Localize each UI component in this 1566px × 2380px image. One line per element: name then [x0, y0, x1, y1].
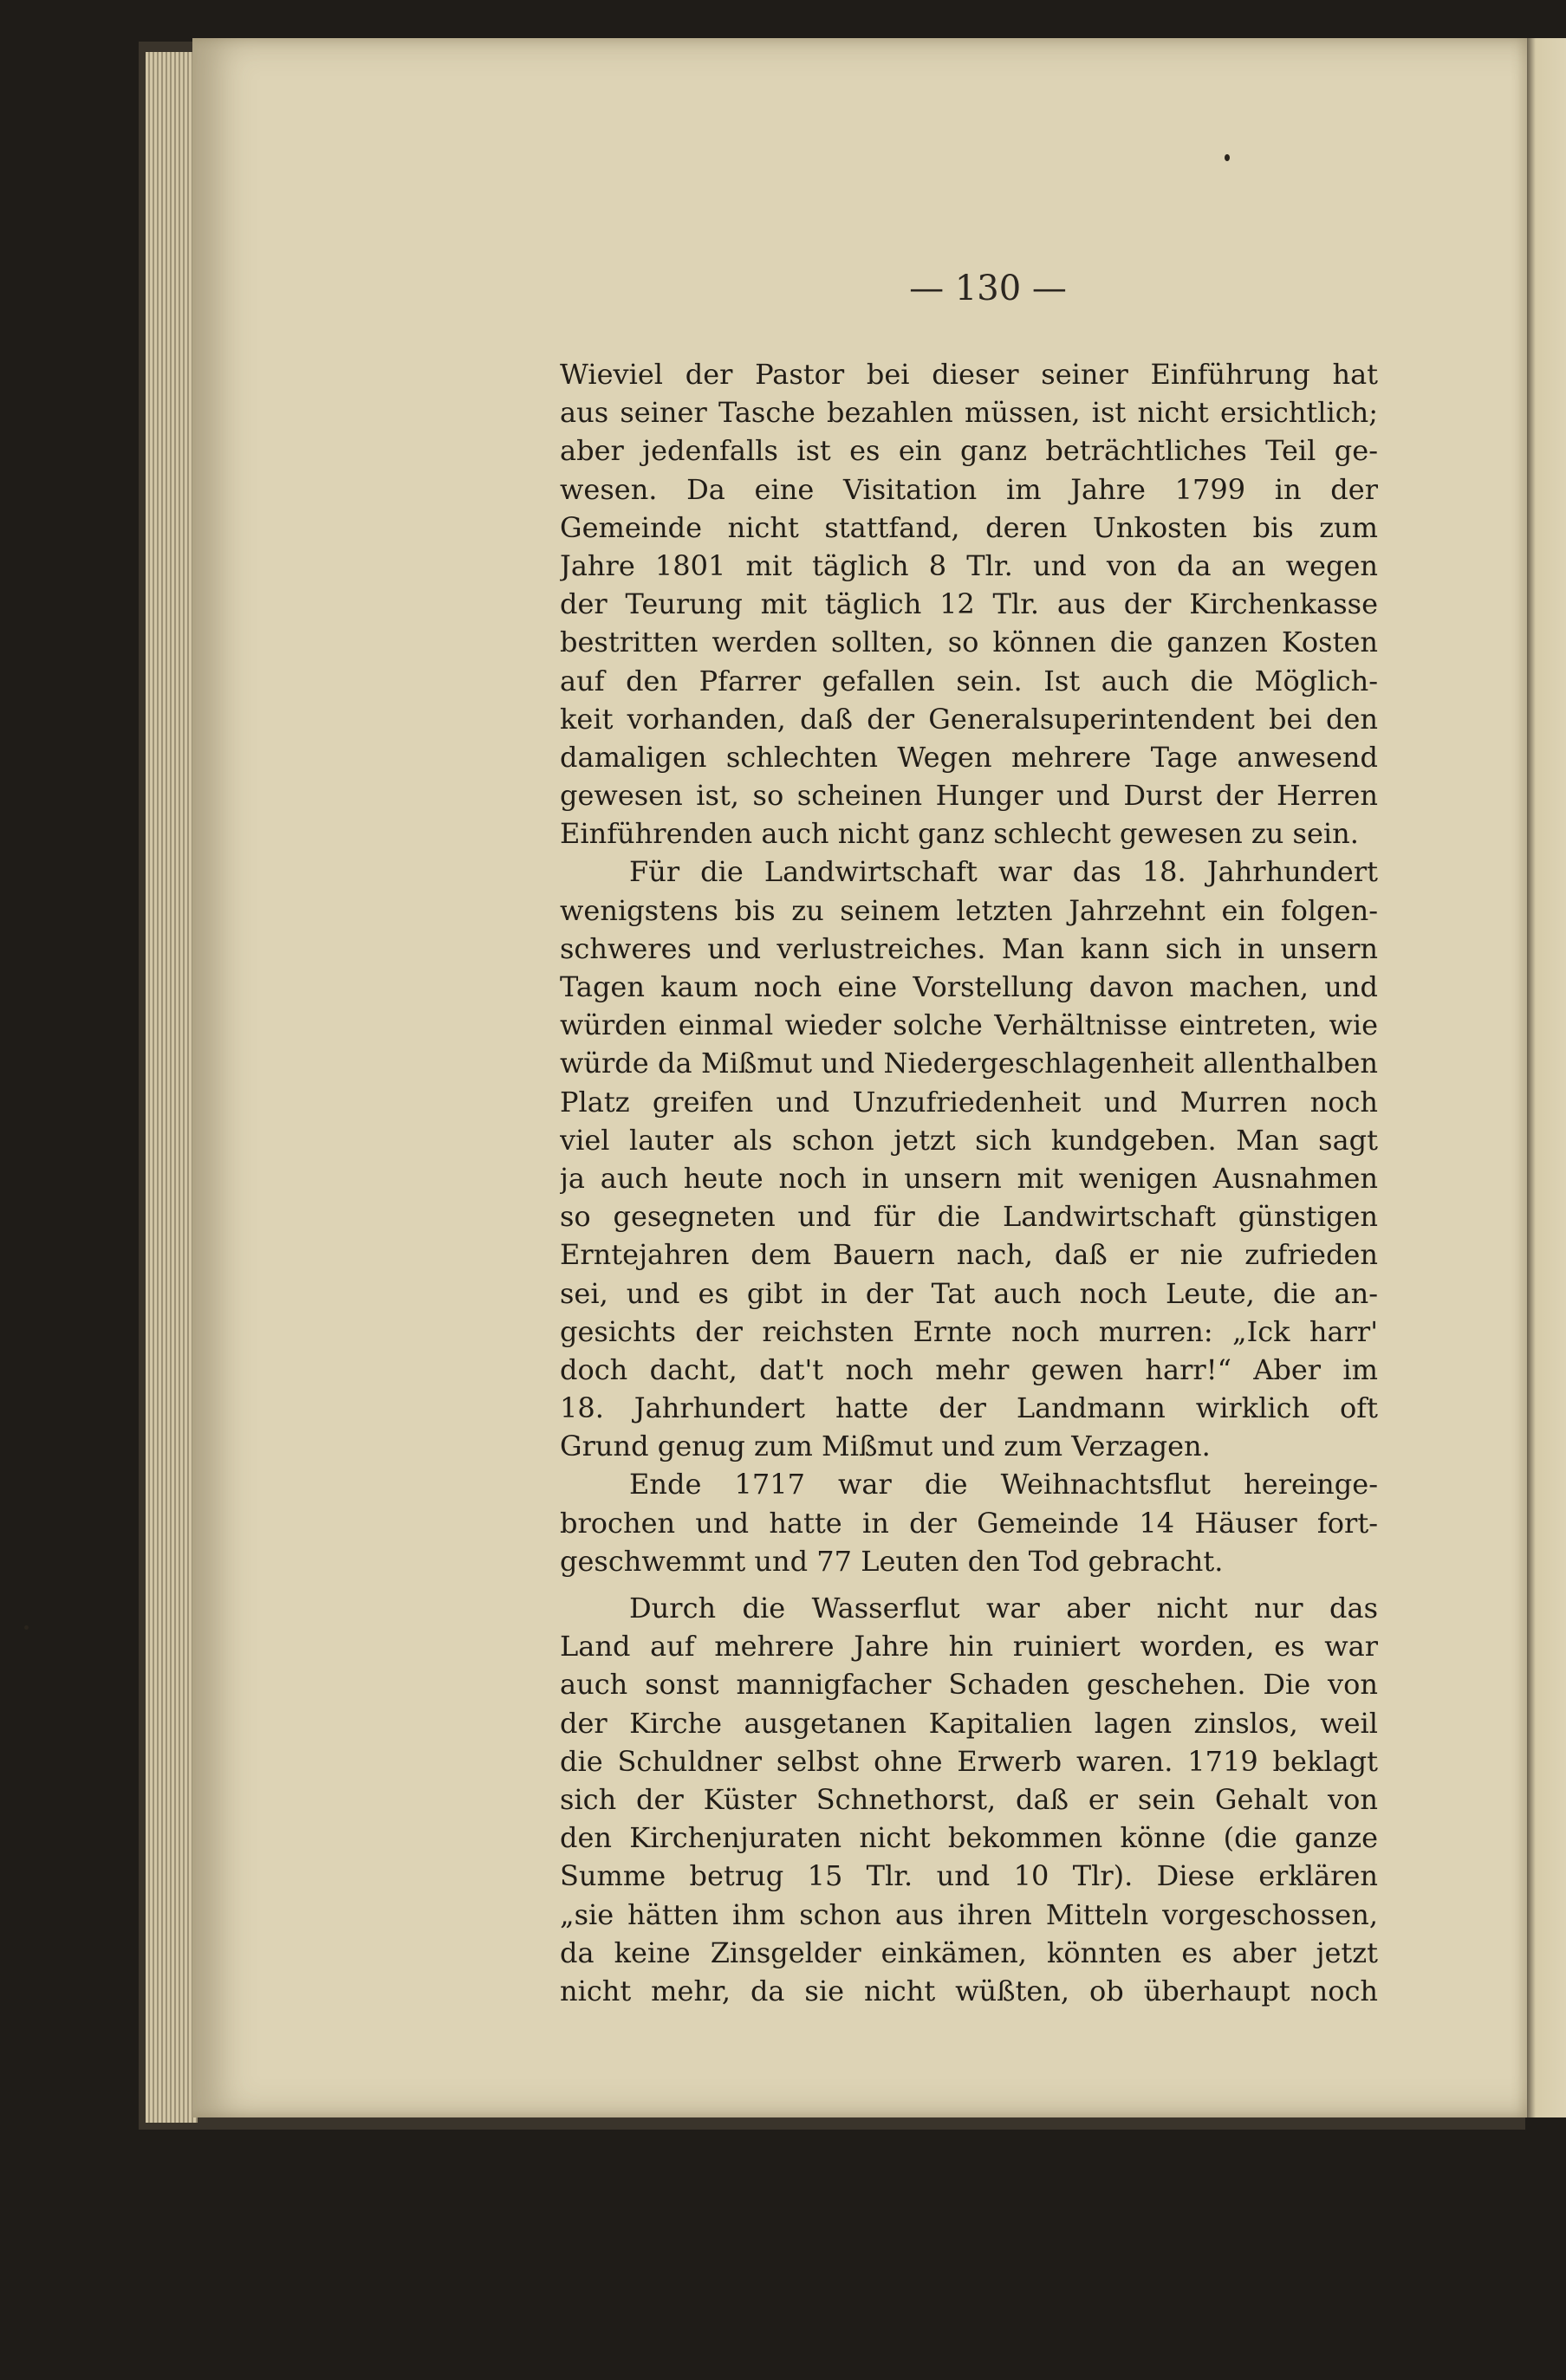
- text-line: sich der Küster Schnethorst, daß er sein Gehalt von: [560, 1782, 1378, 1816]
- text-line: Für die Landwirtschaft war das 18. Jahrhundert: [629, 855, 1378, 889]
- text-line: Einführenden auch nicht ganz schlecht gewesen zu sein.: [560, 817, 1359, 851]
- ink-speck: [1225, 154, 1230, 161]
- ink-speck: [24, 1625, 29, 1630]
- text-line: geschwemmt und 77 Leuten den Tod gebracht.: [560, 1544, 1224, 1578]
- text-line: die Schuldner selbst ohne Erwerb waren. 1719 beklagt: [560, 1744, 1378, 1778]
- text-line: 18. Jahrhundert hatte der Landmann wirklich oft: [560, 1391, 1378, 1425]
- text-line: würden einmal wieder solche Verhältnisse eintreten, wie: [560, 1008, 1378, 1042]
- text-line: der Kirche ausgetanen Kapitalien lagen zinslos, weil: [560, 1706, 1378, 1740]
- text-line: aber jedenfalls ist es ein ganz beträchtliches Teil ge-: [560, 434, 1378, 468]
- text-line: Erntejahren dem Bauern nach, daß er nie zufrieden: [560, 1238, 1378, 1272]
- text-line: auch sonst mannigfacher Schaden geschehen. Die von: [560, 1668, 1378, 1702]
- text-line: Tagen kaum noch eine Vorstellung davon machen, und: [560, 970, 1378, 1003]
- text-line: wesen. Da eine Visitation im Jahre 1799 in der: [560, 472, 1378, 506]
- text-line: Gemeinde nicht stattfand, deren Unkosten bis zum: [560, 510, 1378, 544]
- text-line: gesichts der reichsten Ernte noch murren: „Ick harr': [560, 1314, 1378, 1348]
- text-line: nicht mehr, da sie nicht wüßten, ob überhaupt noch: [560, 1974, 1378, 2007]
- text-line: keit vorhanden, daß der Generalsuperintendent bei den: [560, 702, 1378, 736]
- text-line: doch dacht, dat't noch mehr gewen harr!“ Aber im: [560, 1352, 1378, 1386]
- text-line: würde da Mißmut und Niedergeschlagenheit allenthalben: [560, 1047, 1378, 1080]
- text-line: Grund genug zum Mißmut und zum Verzagen.: [560, 1430, 1211, 1463]
- text-line: bestritten werden sollten, so können die ganzen Kosten: [560, 626, 1378, 659]
- text-line: den Kirchenjuraten nicht bekommen könne (die ganze: [560, 1821, 1378, 1855]
- text-line: „sie hätten ihm schon aus ihren Mitteln vorgeschossen,: [560, 1897, 1378, 1931]
- text-line: Land auf mehrere Jahre hin ruiniert worden, es war: [560, 1630, 1378, 1663]
- text-line: der Teurung mit täglich 12 Tlr. aus der Kirchenkasse: [560, 587, 1378, 621]
- text-line: Platz greifen und Unzufriedenheit und Murren noch: [560, 1085, 1378, 1119]
- text-line: Ende 1717 war die Weihnachtsflut hereinge-: [629, 1468, 1378, 1501]
- text-line: schweres und verlustreiches. Man kann sich in unsern: [560, 931, 1378, 965]
- paragraph-gap: [560, 1580, 1378, 1589]
- page-edges: [146, 52, 198, 2123]
- text-line: Jahre 1801 mit täglich 8 Tlr. und von da an wegen: [560, 548, 1378, 582]
- text-line: aus seiner Tasche bezahlen müssen, ist nicht ersichtlich;: [560, 396, 1378, 430]
- text-line: so gesegneten und für die Landwirtschaft günstigen: [560, 1200, 1378, 1234]
- text-line: auf den Pfarrer gefallen sein. Ist auch die Möglich-: [560, 664, 1378, 697]
- text-line: gewesen ist, so scheinen Hunger und Durst der Herren: [560, 779, 1378, 813]
- text-line: damaligen schlechten Wegen mehrere Tage anwesend: [560, 740, 1378, 774]
- text-line: Summe betrug 15 Tlr. und 10 Tlr). Diese erklären: [560, 1859, 1378, 1893]
- page-number: — 130 —: [909, 269, 1067, 308]
- text-line: viel lauter als schon jetzt sich kundgeben. Man sagt: [560, 1123, 1378, 1157]
- text-line: ja auch heute noch in unsern mit wenigen Ausnahmen: [560, 1161, 1378, 1195]
- text-line: Wieviel der Pastor bei dieser seiner Einführung hat: [560, 358, 1378, 391]
- text-line: wenigstens bis zu seinem letzten Jahrzehnt ein folgen-: [560, 893, 1378, 927]
- facing-page-edge: [1527, 38, 1566, 2117]
- text-line: da keine Zinsgelder einkämen, könnten es aber jetzt: [560, 1936, 1378, 1969]
- text-line: brochen und hatte in der Gemeinde 14 Häuser fort-: [560, 1506, 1378, 1540]
- body-text: [560, 355, 1378, 2010]
- text-line: Durch die Wasserflut war aber nicht nur das: [629, 1592, 1378, 1624]
- text-line: sei, und es gibt in der Tat auch noch Leute, die an-: [560, 1276, 1378, 1310]
